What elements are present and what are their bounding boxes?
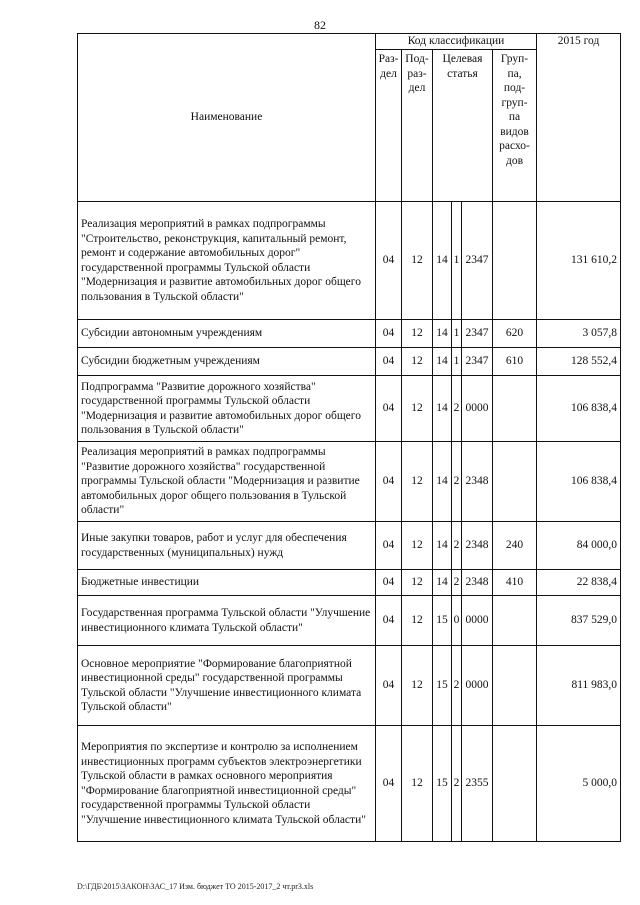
row-amount: 84 000,0	[537, 522, 621, 570]
row-name: Реализация мероприятий в рамках подпрограммы "Строительство, реконструкция, капитальный ремонт, ремонт и содержание автомобильных дорог" государственной программы Тульской области "Модернизация и развитие автомобильных дорог общего пользования в Тульской области"	[78, 202, 376, 320]
row-name: Государственная программа Тульской области "Улучшение инвестиционного климата Тульской области"	[78, 596, 376, 646]
row-subsection: 12	[402, 320, 433, 348]
row-amount: 131 610,2	[537, 202, 621, 320]
row-target-article-subprogram: 1	[452, 348, 462, 376]
row-subsection: 12	[402, 202, 433, 320]
row-target-article-program: 14	[433, 202, 452, 320]
row-amount: 22 838,4	[537, 570, 621, 596]
row-subsection: 12	[402, 522, 433, 570]
row-section: 04	[376, 646, 402, 726]
row-amount: 5 000,0	[537, 726, 621, 842]
budget-table	[77, 33, 621, 842]
header-target-article: Целевая статья	[433, 50, 493, 202]
row-amount: 811 983,0	[537, 646, 621, 726]
row-name: Субсидии автономным учреждениям	[78, 320, 376, 348]
row-amount: 106 838,4	[537, 442, 621, 522]
row-section: 04	[376, 320, 402, 348]
row-target-article-program: 15	[433, 646, 452, 726]
row-target-article-program: 14	[433, 376, 452, 442]
page-number: 82	[314, 18, 326, 32]
row-name: Субсидии бюджетным учреждениям	[78, 348, 376, 376]
row-name: Бюджетные инвестиции	[78, 570, 376, 596]
row-expense-group	[493, 442, 537, 522]
row-name: Подпрограмма "Развитие дорожного хозяйства" государственной программы Тульской области "Модернизация и развитие автомобильных дорог общего пользования в Тульской области"	[78, 376, 376, 442]
table-row	[78, 442, 621, 522]
row-subsection: 12	[402, 442, 433, 522]
table-row	[78, 320, 621, 348]
row-target-article-code: 2347	[462, 348, 493, 376]
file-path-footer: D:\ГДБ\2015\ЗАКОН\ЗАС_17 Изм. бюджет ТО 2015-2017_2 чт.pr3.xls	[77, 882, 314, 891]
row-subsection: 12	[402, 726, 433, 842]
row-section: 04	[376, 442, 402, 522]
row-target-article-program: 14	[433, 320, 452, 348]
row-amount: 106 838,4	[537, 376, 621, 442]
row-subsection: 12	[402, 596, 433, 646]
row-name: Основное мероприятие "Формирование благоприятной инвестиционной среды" государственной программы Тульской области "Улучшение инвестиционного климата Тульской области"	[78, 646, 376, 726]
row-name: Иные закупки товаров, работ и услуг для обеспечения государственных (муниципальных) нужд	[78, 522, 376, 570]
row-section: 04	[376, 726, 402, 842]
row-target-article-code: 0000	[462, 376, 493, 442]
row-target-article-code: 2348	[462, 442, 493, 522]
row-expense-group: 410	[493, 570, 537, 596]
row-expense-group	[493, 202, 537, 320]
row-target-article-program: 14	[433, 522, 452, 570]
row-target-article-subprogram: 2	[452, 376, 462, 442]
row-expense-group	[493, 376, 537, 442]
row-expense-group: 620	[493, 320, 537, 348]
table-row	[78, 348, 621, 376]
row-target-article-subprogram: 2	[452, 570, 462, 596]
row-expense-group: 240	[493, 522, 537, 570]
row-expense-group	[493, 646, 537, 726]
table-row	[78, 646, 621, 726]
table-row	[78, 570, 621, 596]
row-target-article-code: 2347	[462, 320, 493, 348]
row-subsection: 12	[402, 646, 433, 726]
row-target-article-program: 15	[433, 596, 452, 646]
row-section: 04	[376, 376, 402, 442]
row-target-article-program: 14	[433, 442, 452, 522]
table-body	[78, 202, 621, 842]
row-target-article-subprogram: 2	[452, 726, 462, 842]
header-expense-group: Груп- па, под- груп- па видов расхо- дов	[493, 50, 537, 202]
row-target-article-code: 0000	[462, 596, 493, 646]
row-name: Мероприятия по экспертизе и контролю за исполнением инвестиционных программ субъектов электроэнергетики Тульской области в рамках основного мероприятия "Формирование благоприятной инвестиционной среды" государственной программы Тульской области "Улучшение инвестиционного климата Тульской области"	[78, 726, 376, 842]
header-subsection: Под- раз- дел	[402, 50, 433, 202]
row-subsection: 12	[402, 348, 433, 376]
table-row	[78, 522, 621, 570]
table-row	[78, 376, 621, 442]
table-row	[78, 202, 621, 320]
row-target-article-code: 0000	[462, 646, 493, 726]
row-amount: 128 552,4	[537, 348, 621, 376]
header-name: Наименование	[78, 34, 376, 202]
header-section: Раз- дел	[376, 50, 402, 202]
row-expense-group	[493, 726, 537, 842]
row-amount: 837 529,0	[537, 596, 621, 646]
row-target-article-code: 2347	[462, 202, 493, 320]
row-section: 04	[376, 348, 402, 376]
row-target-article-subprogram: 2	[452, 522, 462, 570]
row-section: 04	[376, 202, 402, 320]
row-target-article-program: 14	[433, 570, 452, 596]
row-section: 04	[376, 522, 402, 570]
row-section: 04	[376, 596, 402, 646]
row-target-article-code: 2355	[462, 726, 493, 842]
row-section: 04	[376, 570, 402, 596]
row-target-article-subprogram: 2	[452, 442, 462, 522]
row-expense-group	[493, 596, 537, 646]
header-year: 2015 год	[537, 34, 621, 202]
row-name: Реализация мероприятий в рамках подпрограммы "Развитие дорожного хозяйства" государственной программы Тульской области "Модернизация и развитие автомобильных дорог общего пользования в Тульской области"	[78, 442, 376, 522]
row-expense-group: 610	[493, 348, 537, 376]
table-row	[78, 726, 621, 842]
table-row	[78, 596, 621, 646]
row-subsection: 12	[402, 376, 433, 442]
row-target-article-subprogram: 1	[452, 320, 462, 348]
row-target-article-code: 2348	[462, 570, 493, 596]
row-subsection: 12	[402, 570, 433, 596]
row-target-article-code: 2348	[462, 522, 493, 570]
table-header	[78, 34, 621, 202]
header-code-group: Код классификации	[376, 34, 537, 50]
row-amount: 3 057,8	[537, 320, 621, 348]
row-target-article-subprogram: 1	[452, 202, 462, 320]
row-target-article-subprogram: 0	[452, 596, 462, 646]
row-target-article-program: 15	[433, 726, 452, 842]
row-target-article-subprogram: 2	[452, 646, 462, 726]
row-target-article-program: 14	[433, 348, 452, 376]
